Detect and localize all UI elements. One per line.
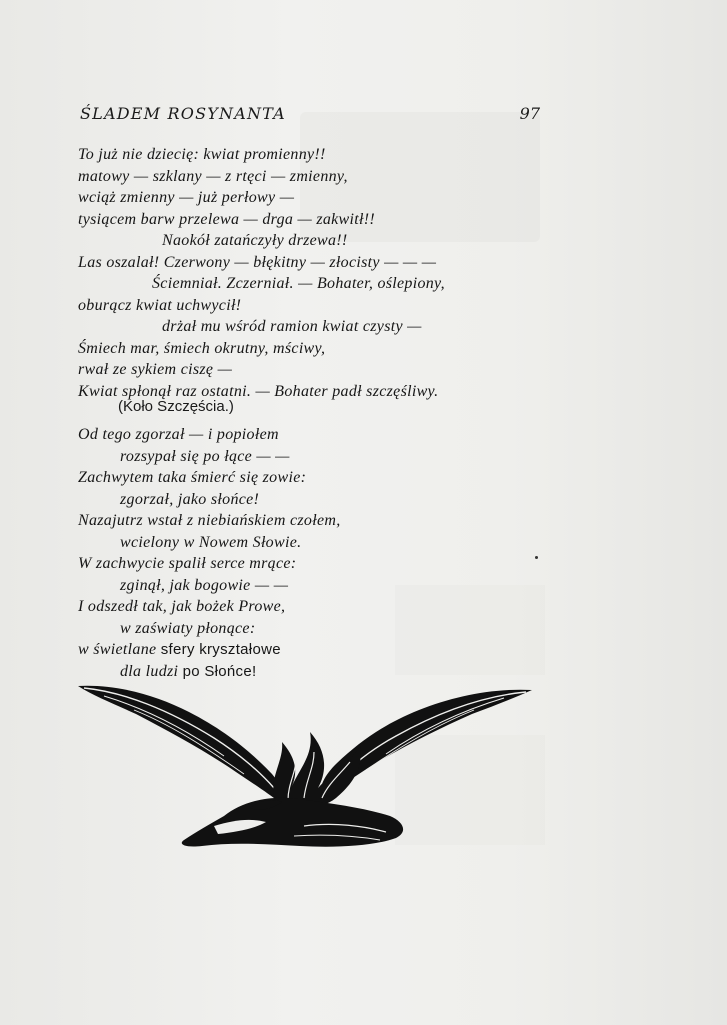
phoenix-bird-in-flames-icon: [74, 676, 536, 856]
verse-line: matowy — szklany — z rtęci — zmienny,: [78, 167, 348, 185]
section-subtitle: (Koło Szczęścia.): [118, 398, 234, 415]
verse-line: Zachwytem taka śmierć się zowie:: [78, 469, 307, 486]
flames: [273, 732, 360, 808]
verse-line: wciąż zmienny — już perłowy —: [78, 189, 295, 206]
verse-line: wcielony w Nowem Słowie.: [120, 533, 302, 551]
verse-line: Śmiech mar, śmiech okrutny, mściwy,: [78, 339, 326, 357]
verse-line: oburącz kwiat uchwycił!: [78, 296, 242, 314]
verse-line: rozsypał się po łące — —: [120, 447, 290, 465]
verse-line: rwał ze sykiem ciszę —: [78, 361, 233, 378]
verse-line: To już nie dziecię: kwiat promienny!!: [78, 146, 326, 163]
verse-line: Ściemniał. Zczerniał. — Bohater, oślepiony,: [152, 275, 445, 292]
right-wing: [321, 690, 532, 798]
poem-stanza-2: [78, 424, 548, 682]
verse-fragment: dla ludzi: [120, 662, 179, 680]
verse-line: Nazajutrz wstał z niebiańskiem czołem,: [78, 512, 341, 529]
verse-fragment: po Słońce!: [182, 662, 257, 680]
running-title: ŚLADEM ROSYNANTA: [80, 104, 286, 123]
page-number: 97: [519, 104, 540, 123]
verse-fragment: sfery kryształowe: [160, 641, 281, 658]
page-header: [80, 104, 540, 128]
poem-stanza-1: [78, 144, 548, 402]
left-wing: [78, 686, 282, 802]
ink-speck: [535, 556, 538, 559]
verse-line: w zaświaty płonące:: [120, 619, 256, 637]
verse-line: Las oszalał! Czerwony — błękitny — złocisty — — —: [78, 253, 437, 271]
verse-line: zginął, jak bogowie — —: [120, 576, 289, 594]
verse-line: Kwiat spłonął raz ostatni. — Bohater padł szczęśliwy.: [78, 382, 439, 400]
verse-line: drżał mu wśród ramion kwiat czysty —: [162, 318, 422, 335]
verse-line: Od tego zgorzał — i popiołem: [78, 426, 279, 443]
verse-line: W zachwycie spalił serce mrące:: [78, 555, 297, 572]
verse-line: zgorzał, jako słońce!: [120, 490, 260, 508]
verse-line: I odszedł tak, jak bożek Prowe,: [78, 598, 286, 615]
verse-line: tysiącem barw przelewa — drga — zakwitł!!: [78, 210, 376, 228]
verse-line: Naokół zatańczyły drzewa!!: [162, 232, 348, 249]
verse-line: [78, 639, 548, 661]
bird-body: [182, 798, 403, 847]
verse-fragment: w świetlane: [78, 641, 157, 658]
